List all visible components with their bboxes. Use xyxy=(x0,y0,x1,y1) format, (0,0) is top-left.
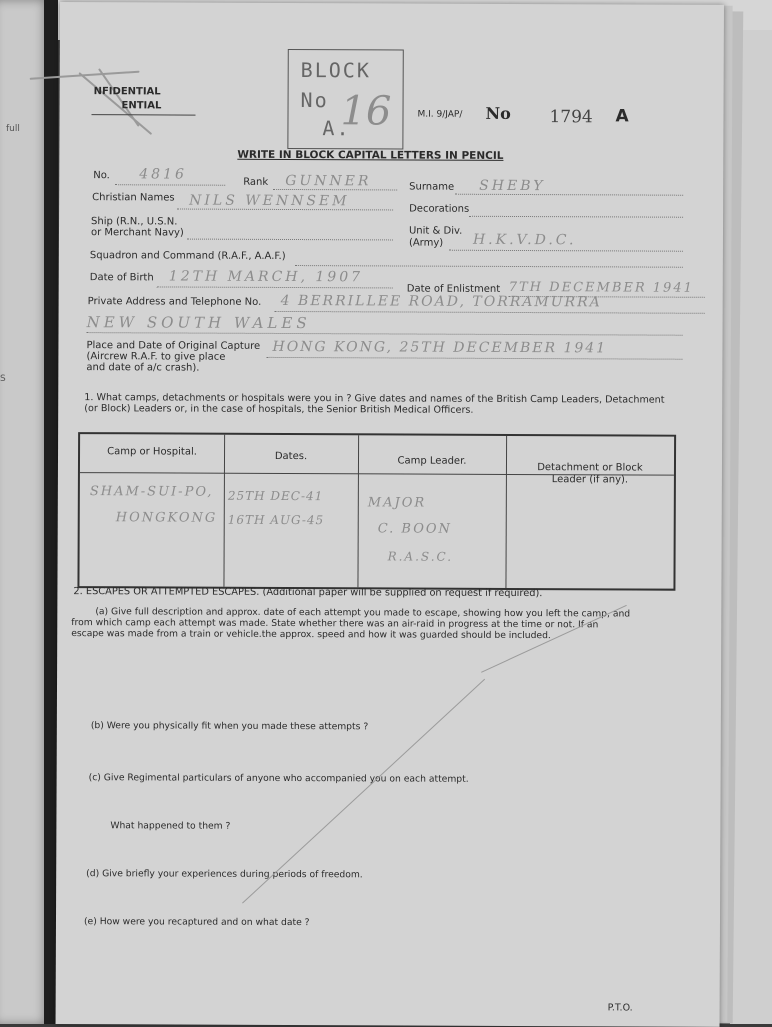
field-label-capture: and date of a/c crash). xyxy=(86,362,200,374)
table-cell-leader: C. BOON xyxy=(377,521,452,537)
field-label-squadron: Squadron and Command (R.A.F., A.A.F.) xyxy=(89,250,286,262)
table-header-detachment: Detachment or Block xyxy=(537,462,643,474)
serial-suffix: A xyxy=(615,106,629,127)
field-label-unit: (Army) xyxy=(408,237,444,249)
field-value-surname: SHEBY xyxy=(479,177,546,195)
field-value-christian-names: NILS WENNSEM xyxy=(189,192,350,210)
field-label-dob: Date of Birth xyxy=(89,272,154,284)
section2-question-c: (c) Give Regimental particulars of anyone who accompanied you on each attempt. xyxy=(88,772,469,785)
form-page xyxy=(56,2,724,1027)
table-header-camp: Camp or Hospital. xyxy=(107,446,197,458)
field-value-address: 4 BERRILLEE ROAD, TORRAMURRA xyxy=(280,292,602,311)
confidential-stamp: ENTIAL xyxy=(121,100,162,112)
block-stamp-label: No xyxy=(300,88,329,113)
table-cell-camp: SHAM-SUI-PO, xyxy=(89,484,214,500)
table-cell-dates: 16TH AUG-45 xyxy=(227,512,325,528)
section2-question-a: from which camp each attempt was made. State whether there was an air-raid in progress at the time or not. If an xyxy=(71,617,599,631)
field-label-capture: Place and Date of Original Capture xyxy=(86,340,261,352)
block-number-handwritten: 16 xyxy=(340,88,392,135)
field-label-rank: Rank xyxy=(243,176,269,188)
instruction-heading: WRITE IN BLOCK CAPITAL LETTERS IN PENCIL xyxy=(237,148,504,162)
field-value-dob: 12TH MARCH, 1907 xyxy=(168,268,364,286)
table-header-camp-leader: Camp Leader. xyxy=(397,455,467,467)
table-header-dates: Dates. xyxy=(274,450,308,463)
camps-table xyxy=(77,432,676,591)
field-label-ship: Ship (R.N., U.S.N. xyxy=(91,216,178,228)
field-label-ship: or Merchant Navy) xyxy=(90,227,184,239)
section1-question: (or Block) Leaders or, in the case of hospitals, the Senior British Medical Officers. xyxy=(84,403,474,416)
table-cell-camp: HONGKONG xyxy=(115,510,218,526)
field-label-unit: Unit & Div. xyxy=(408,225,463,237)
block-stamp xyxy=(287,49,403,150)
section2-question-b: (b) Were you physically fit when you made these attempts ? xyxy=(90,720,369,733)
header-rule xyxy=(92,114,196,115)
block-stamp-label: A. xyxy=(322,116,351,141)
field-label-no: No. xyxy=(93,170,110,182)
form-reference: M.I. 9/JAP/ xyxy=(417,109,463,120)
section2-question-c2: What happened to them ? xyxy=(110,820,231,832)
field-value-address-line2: NEW SOUTH WALES xyxy=(86,313,311,333)
field-value-unit: H.K.V.D.C. xyxy=(472,231,577,249)
section1-question: 1. What camps, detachments or hospitals were you in ? Give dates and names of the British Camp Leaders, Detachment xyxy=(84,392,665,406)
margin-word-top: full xyxy=(6,124,20,134)
string-tie xyxy=(98,68,140,127)
field-label-enlistment: Date of Enlistment xyxy=(406,283,501,295)
field-value-rank: GUNNER xyxy=(285,172,372,190)
field-label-surname: Surname xyxy=(409,181,455,193)
section2-question-a: (a) Give full description and approx. date of each attempt you made to escape, showing how you left the camp, and xyxy=(95,606,631,620)
field-value-capture: HONG KONG, 25TH DECEMBER 1941 xyxy=(272,338,608,357)
number-label: No xyxy=(485,103,511,123)
confidential-stamp: NFIDENTIAL xyxy=(93,86,161,98)
table-header-detachment: Leader (if any). xyxy=(551,474,629,486)
serial-number: 1794 xyxy=(549,107,593,128)
block-stamp-label: BLOCK xyxy=(300,58,371,83)
field-label-address: Private Address and Telephone No. xyxy=(87,296,262,308)
margin-word-mid: S xyxy=(0,374,6,384)
section2-question-a: escape was made from a train or vehicle.the approx. speed and how it was guarded should be included. xyxy=(71,628,551,642)
field-value-enlistment: 7TH DECEMBER 1941 xyxy=(508,279,694,296)
field-value-no: 4816 xyxy=(139,166,187,183)
field-label-capture: (Aircrew R.A.F. to give place xyxy=(86,351,226,363)
table-cell-leader: R.A.S.C. xyxy=(387,549,454,564)
section2-question-d: (d) Give briefly your experiences during periods of freedom. xyxy=(86,868,363,881)
left-facing-page xyxy=(0,0,50,1024)
section2-question-e: (e) How were you recaptured and on what date ? xyxy=(83,916,310,929)
field-label-decorations: Decorations xyxy=(409,203,470,215)
section2-heading: 2. ESCAPES OR ATTEMPTED ESCAPES. (Additional paper will be supplied on request if required). xyxy=(73,586,543,600)
field-label-christian-names: Christian Names xyxy=(92,192,175,204)
page-turn-note: P.T.O. xyxy=(607,1002,633,1014)
table-cell-dates: 25TH DEC-41 xyxy=(227,488,324,504)
table-cell-leader: MAJOR xyxy=(367,495,427,511)
pencil-strike-line xyxy=(242,679,485,904)
